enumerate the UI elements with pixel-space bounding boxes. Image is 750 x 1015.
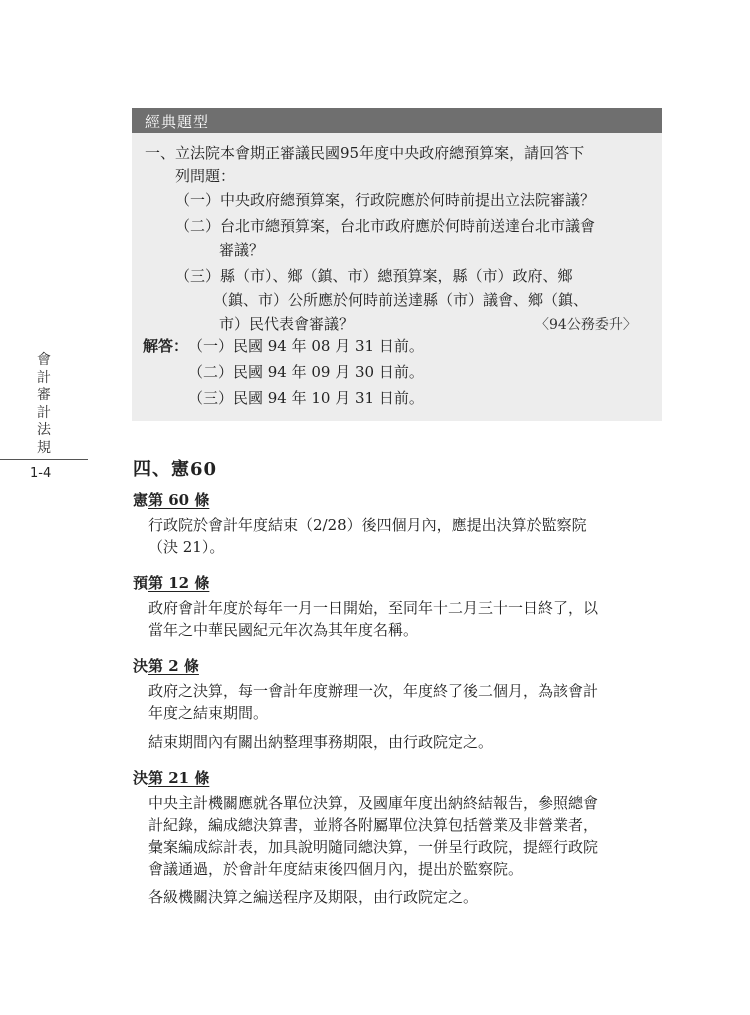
article-text: 彙案編成綜計表，加具說明隨同總決算，一併呈行政院，提經行政院 bbox=[148, 838, 599, 856]
article-text: （決 21）。 bbox=[148, 538, 225, 556]
article-heading bbox=[133, 767, 209, 788]
sub-question-1: （一）中央政府總預算案，行政院應於何時前提出立法院審議？ bbox=[175, 191, 596, 209]
sub-question-3-cont: 市）民代表會審議？ bbox=[219, 315, 355, 333]
question-line: 列問題： bbox=[175, 167, 236, 185]
answer-item: （一）民國 94 年 08 月 31 日前。 bbox=[188, 337, 424, 355]
side-tab-char: 會 bbox=[37, 352, 51, 368]
question-source: 〈94公務委升〉 bbox=[535, 317, 637, 333]
question-line: 一、立法院本會期正審議民國95年度中央政府總預算案，請回答下 bbox=[145, 144, 585, 162]
sub-question-2-cont: 審議？ bbox=[219, 241, 265, 259]
article-text: 中央主計機關應就各單位決算，及國庫年度出納終結報告，參照總會 bbox=[148, 794, 599, 812]
answer-label: 解答： bbox=[143, 337, 189, 355]
question-box-header bbox=[132, 108, 662, 133]
sub-question-2: （二）台北市總預算案，台北市政府應於何時前送達台北市議會 bbox=[175, 217, 596, 235]
article-text: 結束期間內有關出納整理事務期限，由行政院定之。 bbox=[148, 733, 494, 751]
article-prefix: 預 bbox=[133, 574, 149, 592]
article-number: 第 12 條 bbox=[148, 574, 210, 592]
side-tab-char: 審 bbox=[37, 387, 51, 403]
article-heading bbox=[133, 655, 199, 676]
article-number: 第 21 條 bbox=[148, 769, 210, 787]
side-tab-char: 計 bbox=[37, 369, 51, 386]
side-tab-divider bbox=[0, 459, 88, 460]
side-tab-char: 規 bbox=[37, 439, 51, 456]
article-heading bbox=[133, 489, 209, 510]
article-text: 政府會計年度於每年一月一日開始，至同年十二月三十一日終了，以 bbox=[148, 599, 599, 617]
article-number: 第 60 條 bbox=[148, 491, 210, 509]
article-heading bbox=[133, 572, 209, 593]
article-text: 當年之中華民國紀元年次為其年度名稱。 bbox=[148, 621, 419, 639]
question-box-title: 經典題型 bbox=[145, 113, 210, 131]
side-tab-char: 法 bbox=[37, 422, 51, 438]
side-tab-char: 計 bbox=[37, 404, 51, 421]
sub-question-3: （三）縣（市）、鄉（鎮、市）總預算案，縣（市）政府、鄉 bbox=[175, 267, 573, 285]
page-number: 1-4 bbox=[30, 466, 52, 481]
side-tab-title bbox=[34, 352, 54, 457]
answer-item: （二）民國 94 年 09 月 30 日前。 bbox=[188, 363, 424, 381]
article-text: 計紀錄，編成總決算書，並將各附屬單位決算包括營業及非營業者， bbox=[148, 816, 599, 834]
article-text: 年度之結束期間。 bbox=[148, 704, 269, 722]
article-text: 政府之決算，每一會計年度辦理一次，年度終了後二個月，為該會計 bbox=[148, 682, 599, 700]
article-text: 行政院於會計年度結束（2/28）後四個月內，應提出決算於監察院 bbox=[148, 516, 587, 534]
article-text: 各級機關決算之編送程序及期限，由行政院定之。 bbox=[148, 888, 479, 906]
article-text: 會議通過，於會計年度結束後四個月內，提出於監察院。 bbox=[148, 860, 524, 878]
article-prefix: 決 bbox=[133, 769, 149, 787]
article-number: 第 2 條 bbox=[148, 657, 199, 675]
sub-question-3-cont: （鎮、市）公所應於何時前送達縣（市）議會、鄉（鎮、 bbox=[213, 291, 589, 309]
answer-item: （三）民國 94 年 10 月 31 日前。 bbox=[188, 389, 424, 407]
article-prefix: 憲 bbox=[133, 491, 149, 509]
article-prefix: 決 bbox=[133, 657, 149, 675]
section-title: 四、憲60 bbox=[133, 459, 218, 480]
